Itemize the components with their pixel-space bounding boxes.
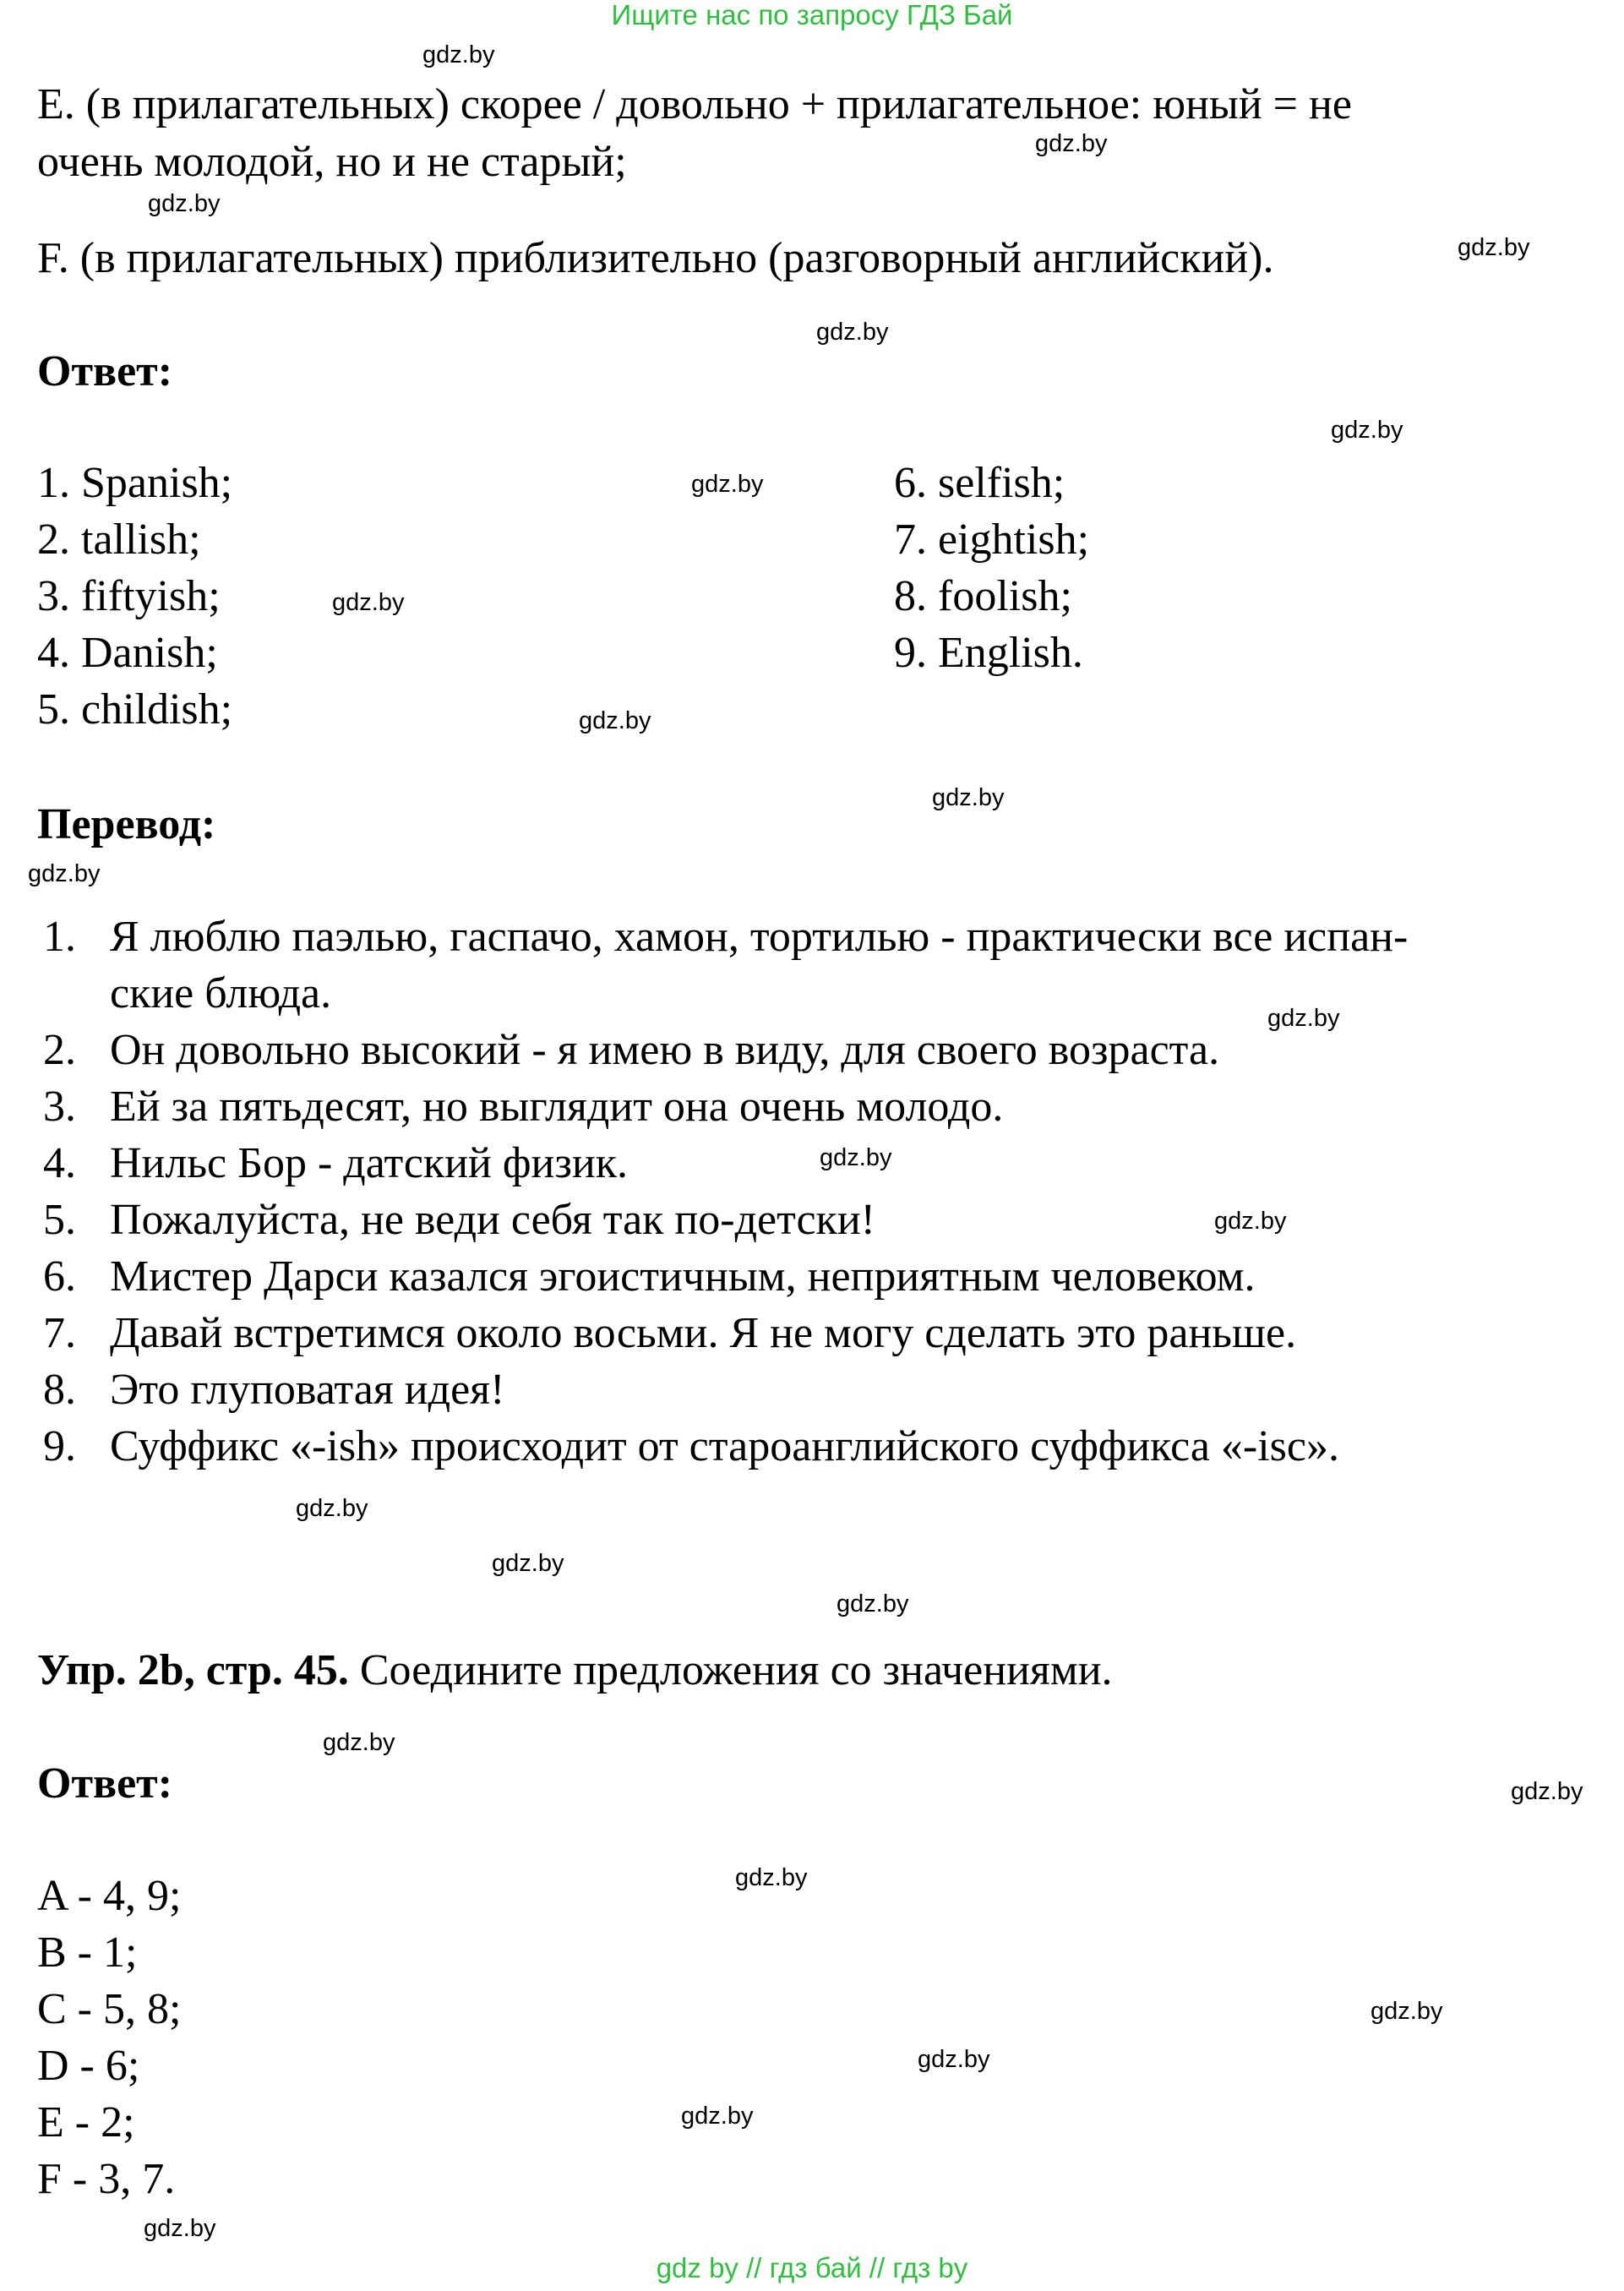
exercise-label: Упр. 2b, стр. 45. — [37, 1646, 349, 1694]
item-number: 2. — [43, 1026, 76, 1074]
answer2-heading: Ответ: — [37, 1759, 173, 1808]
list-item — [0, 1192, 875, 1249]
watermark: gdz.by — [837, 1590, 909, 1617]
watermark: gdz.by — [296, 1495, 368, 1522]
list-item: 8. foolish; — [894, 572, 1072, 620]
list-item — [0, 1135, 628, 1192]
exercise-heading — [37, 1642, 1113, 1699]
item-number: 3. — [43, 1083, 76, 1131]
list-item: C - 5, 8; — [37, 1985, 182, 2033]
watermark: gdz.by — [691, 471, 764, 498]
watermark: gdz.by — [148, 190, 221, 217]
watermark: gdz.by — [735, 1864, 808, 1891]
watermark: gdz.by — [144, 2215, 216, 2242]
exercise-instruction: Соедините предложения со значениями. — [359, 1646, 1113, 1694]
list-item: E - 2; — [37, 2098, 135, 2146]
item-text: Это глуповатая идея! — [110, 1366, 505, 1414]
intro-f-line: F. (в прилагательных) приблизительно (разговорный английский). — [37, 234, 1274, 282]
item-text: Ей за пятьдесят, но выглядит она очень молодо. — [110, 1083, 1004, 1131]
item-text: Пожалуйста, не веди себя так по-детски! — [110, 1196, 875, 1244]
item-number: 6. — [43, 1252, 76, 1301]
list-item: F - 3, 7. — [37, 2155, 176, 2203]
intro-e-line1: E. (в прилагательных) скорее / довольно + прилагательное: юный = не — [37, 80, 1352, 128]
header-banner: Ищите нас по запросу ГДЗ Бай — [611, 0, 1013, 30]
item-text: Он довольно высокий - я имею в виду, для своего возраста. — [110, 1026, 1220, 1074]
list-item: 9. English. — [894, 629, 1083, 677]
item-number: 5. — [43, 1196, 76, 1244]
item-text: Я люблю паэлью, гаспачо, хамон, тортилью - практически все испан- — [110, 913, 1409, 961]
watermark: gdz.by — [816, 319, 889, 346]
list-item — [0, 1022, 1219, 1079]
footer-banner: gdz by // гдз бай // гдз by — [656, 2252, 968, 2283]
watermark: gdz.by — [1458, 234, 1530, 261]
watermark: gdz.by — [422, 41, 495, 68]
watermark: gdz.by — [1267, 1005, 1340, 1032]
list-item — [0, 1248, 1256, 1306]
watermark: gdz.by — [1331, 417, 1403, 444]
watermark: gdz.by — [1035, 130, 1108, 157]
list-item: 6. selfish; — [894, 459, 1065, 507]
list-item — [0, 908, 1408, 966]
item-text: Давай встретимся около восьми. Я не могу сделать это раньше. — [110, 1309, 1297, 1357]
watermark: gdz.by — [932, 784, 1005, 811]
watermark: gdz.by — [1511, 1778, 1583, 1805]
list-item — [0, 1305, 1296, 1362]
translation-heading: Перевод: — [37, 800, 216, 848]
watermark: gdz.by — [681, 2103, 754, 2130]
watermark: gdz.by — [1214, 1208, 1287, 1235]
list-item: 7. eightish; — [894, 515, 1090, 564]
list-item: D - 6; — [37, 2042, 140, 2090]
watermark: gdz.by — [28, 860, 101, 887]
watermark: gdz.by — [820, 1144, 892, 1171]
watermark: gdz.by — [579, 707, 651, 734]
watermark: gdz.by — [332, 589, 405, 616]
list-item — [0, 1418, 1339, 1476]
item-number: 9. — [43, 1422, 76, 1470]
list-item — [0, 1078, 1003, 1136]
watermark: gdz.by — [323, 1729, 395, 1756]
watermark: gdz.by — [918, 2046, 990, 2073]
list-item: 5. childish; — [37, 685, 233, 734]
item-text-continued: ские блюда. — [110, 969, 332, 1017]
intro-e-line2: очень молодой, но и не старый; — [37, 138, 627, 186]
item-text: Мистер Дарси казался эгоистичным, неприятным человеком. — [110, 1252, 1256, 1301]
list-item: A - 4, 9; — [37, 1872, 182, 1920]
watermark: gdz.by — [1371, 1998, 1443, 2025]
list-item: B - 1; — [37, 1928, 138, 1977]
list-item — [0, 1361, 504, 1419]
answer-heading: Ответ: — [37, 347, 173, 395]
item-number: 8. — [43, 1366, 76, 1414]
list-item: 1. Spanish; — [37, 459, 233, 507]
item-number: 1. — [43, 913, 76, 961]
item-number: 4. — [43, 1139, 76, 1187]
item-text: Нильс Бор - датский физик. — [110, 1139, 629, 1187]
list-item: 4. Danish; — [37, 629, 218, 677]
item-text: Суффикс «-ish» происходит от староанглийского суффикса «-isc». — [110, 1422, 1339, 1470]
list-item: 2. tallish; — [37, 515, 201, 564]
watermark: gdz.by — [492, 1550, 564, 1577]
item-number: 7. — [43, 1309, 76, 1357]
list-item: 3. fiftyish; — [37, 572, 221, 620]
